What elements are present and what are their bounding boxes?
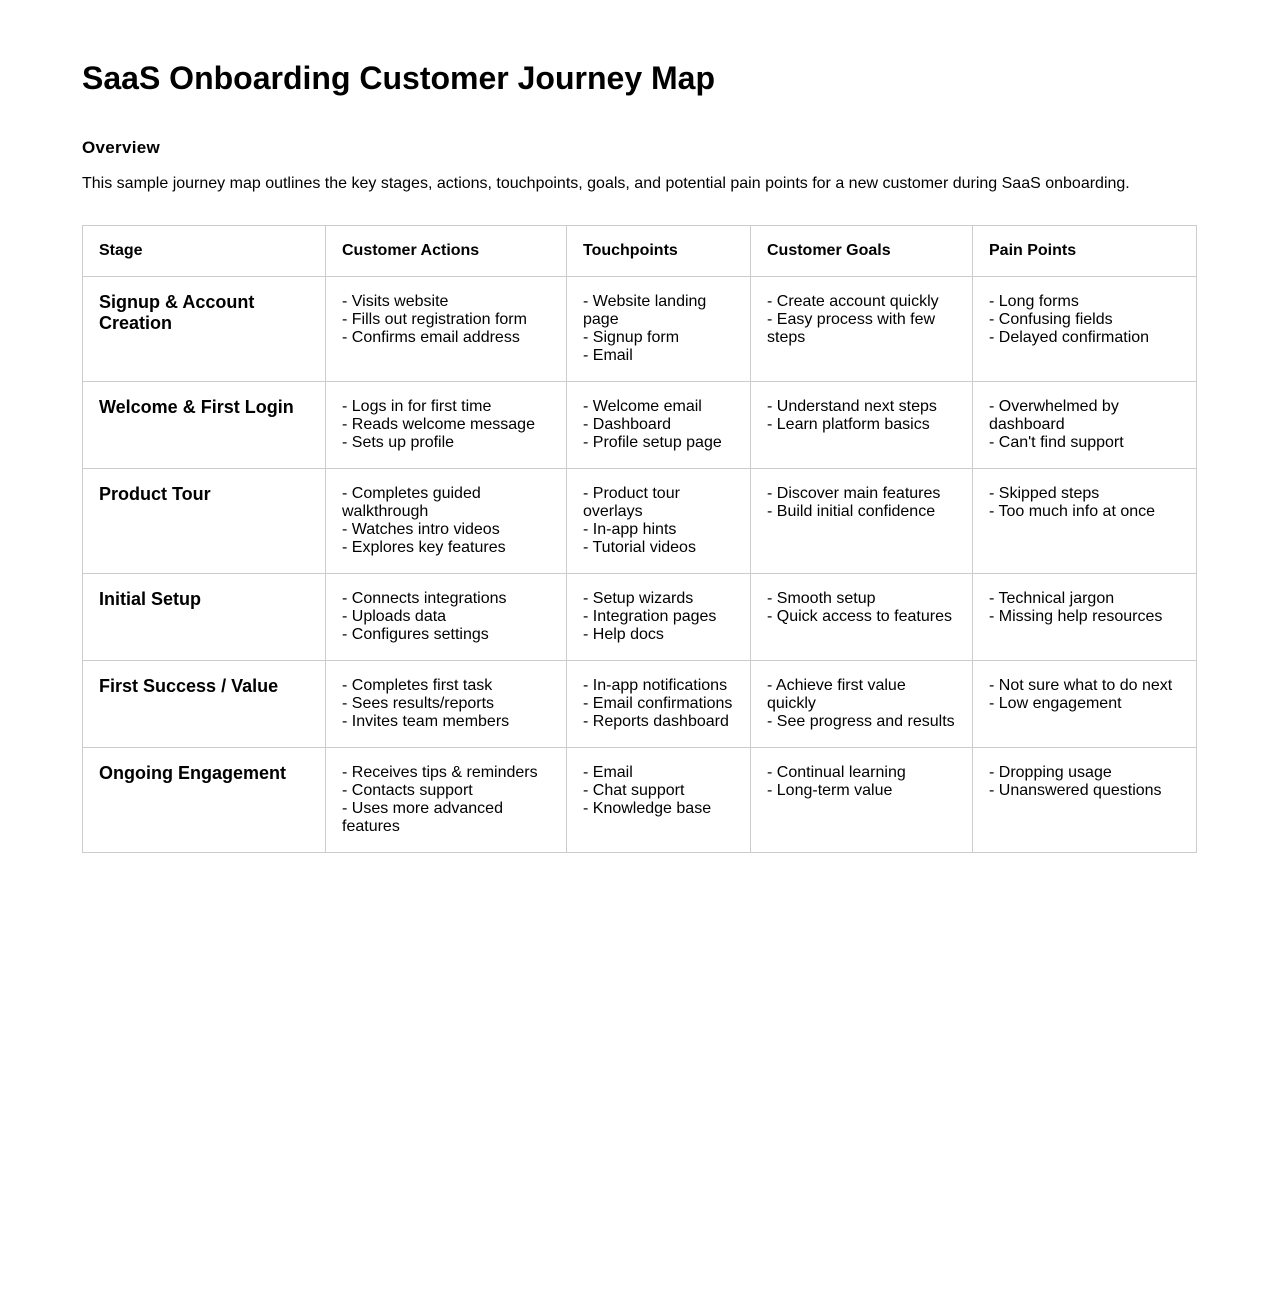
touchpoint-item: - Signup form [583,329,680,346]
goal-item: - Discover main features [767,485,941,502]
action-item: - Contacts support [342,782,473,799]
goal-item: - Continual learning [767,764,906,781]
actions-cell [326,748,567,853]
touchpoint-item: - Help docs [583,626,664,643]
action-item: - Receives tips & reminders [342,764,538,781]
action-item: - Completes guided walkthrough [342,485,481,520]
action-item: - Completes first task [342,677,493,694]
goal-item: - Long-term value [767,782,893,799]
touchpoint-item: - Email [583,347,633,364]
table-row [83,574,1197,661]
touchpoint-item: - Setup wizards [583,590,694,607]
touchpoint-item: - Welcome email [583,398,702,415]
pain-point-item: - Unanswered questions [989,782,1162,799]
pain-point-item: - Not sure what to do next [989,677,1173,694]
action-item: - Explores key features [342,539,506,556]
touchpoint-item: - Tutorial videos [583,539,696,556]
header-stage: Stage [83,226,326,277]
action-item: - Uses more advanced features [342,800,503,835]
touchpoints-cell [567,661,751,748]
stage-cell: Initial Setup [83,574,326,661]
touchpoint-item: - Integration pages [583,608,717,625]
goal-item: - See progress and results [767,713,955,730]
touchpoint-item: - Email confirmations [583,695,733,712]
pain-point-item: - Low engagement [989,695,1122,712]
goals-cell [751,661,973,748]
touchpoints-cell [567,382,751,469]
actions-cell [326,661,567,748]
goal-item: - Smooth setup [767,590,876,607]
touchpoint-item: - Dashboard [583,416,672,433]
action-item: - Uploads data [342,608,447,625]
pain-point-item: - Skipped steps [989,485,1100,502]
touchpoint-item: - Chat support [583,782,685,799]
pain-point-item: - Can't find support [989,434,1124,451]
overview-text: This sample journey map outlines the key stages, actions, touchpoints, goals, and potential pain points for a new customer during SaaS onboarding. [82,175,1130,192]
touchpoints-cell [567,574,751,661]
action-item: - Confirms email address [342,329,520,346]
goal-item: - Easy process with few steps [767,311,936,346]
touchpoint-item: - Email [583,764,633,781]
touchpoint-item: - Reports dashboard [583,713,729,730]
touchpoint-item: - In-app notifications [583,677,728,694]
header-customer-actions: Customer Actions [326,226,567,277]
goal-item: - Achieve first value quickly [767,677,906,712]
stage-cell: First Success / Value [83,661,326,748]
action-item: - Connects integrations [342,590,507,607]
action-item: - Logs in for first time [342,398,492,415]
goal-item: - Learn platform basics [767,416,930,433]
goal-item: - Quick access to features [767,608,952,625]
action-item: - Invites team members [342,713,510,730]
touchpoint-item: - Website landing page [583,293,707,328]
pain-point-item: - Delayed confirmation [989,329,1150,346]
pain-points-cell [973,469,1197,574]
table-row [83,661,1197,748]
stage-cell: Signup & Account Creation [83,277,326,382]
table-row [83,277,1197,382]
actions-cell [326,574,567,661]
action-item: - Reads welcome message [342,416,535,433]
action-item: - Fills out registration form [342,311,527,328]
touchpoint-item: - Knowledge base [583,800,712,817]
pain-points-cell [973,661,1197,748]
touchpoints-cell [567,748,751,853]
touchpoints-cell [567,277,751,382]
pain-point-item: - Technical jargon [989,590,1115,607]
actions-cell [326,382,567,469]
header-customer-goals: Customer Goals [751,226,973,277]
pain-point-item: - Long forms [989,293,1079,310]
page-title: SaaS Onboarding Customer Journey Map [82,60,715,96]
pain-points-cell [973,748,1197,853]
pain-points-cell [973,382,1197,469]
header-touchpoints: Touchpoints [567,226,751,277]
pain-point-item: - Confusing fields [989,311,1113,328]
pain-points-cell [973,277,1197,382]
goal-item: - Understand next steps [767,398,937,415]
goals-cell [751,382,973,469]
action-item: - Sets up profile [342,434,455,451]
action-item: - Visits website [342,293,449,310]
pain-point-item: - Too much info at once [989,503,1156,520]
goals-cell [751,748,973,853]
pain-point-item: - Dropping usage [989,764,1112,781]
goal-item: - Build initial confidence [767,503,936,520]
table-row [83,382,1197,469]
table-row [83,469,1197,574]
header-pain-points: Pain Points [973,226,1197,277]
goals-cell [751,277,973,382]
action-item: - Watches intro videos [342,521,500,538]
overview-heading: Overview [82,138,161,157]
pain-point-item: - Missing help resources [989,608,1163,625]
goals-cell [751,574,973,661]
goals-cell [751,469,973,574]
goal-item: - Create account quickly [767,293,939,310]
pain-point-item: - Overwhelmed by dashboard [989,398,1119,433]
touchpoints-cell [567,469,751,574]
stage-cell: Welcome & First Login [83,382,326,469]
journey-map-table [82,225,1197,853]
table-header-row [83,226,1197,277]
table-row [83,748,1197,853]
stage-cell: Ongoing Engagement [83,748,326,853]
actions-cell [326,469,567,574]
actions-cell [326,277,567,382]
action-item: - Sees results/reports [342,695,495,712]
touchpoint-item: - In-app hints [583,521,677,538]
stage-cell: Product Tour [83,469,326,574]
touchpoint-item: - Product tour overlays [583,485,680,520]
touchpoint-item: - Profile setup page [583,434,722,451]
pain-points-cell [973,574,1197,661]
action-item: - Configures settings [342,626,489,643]
